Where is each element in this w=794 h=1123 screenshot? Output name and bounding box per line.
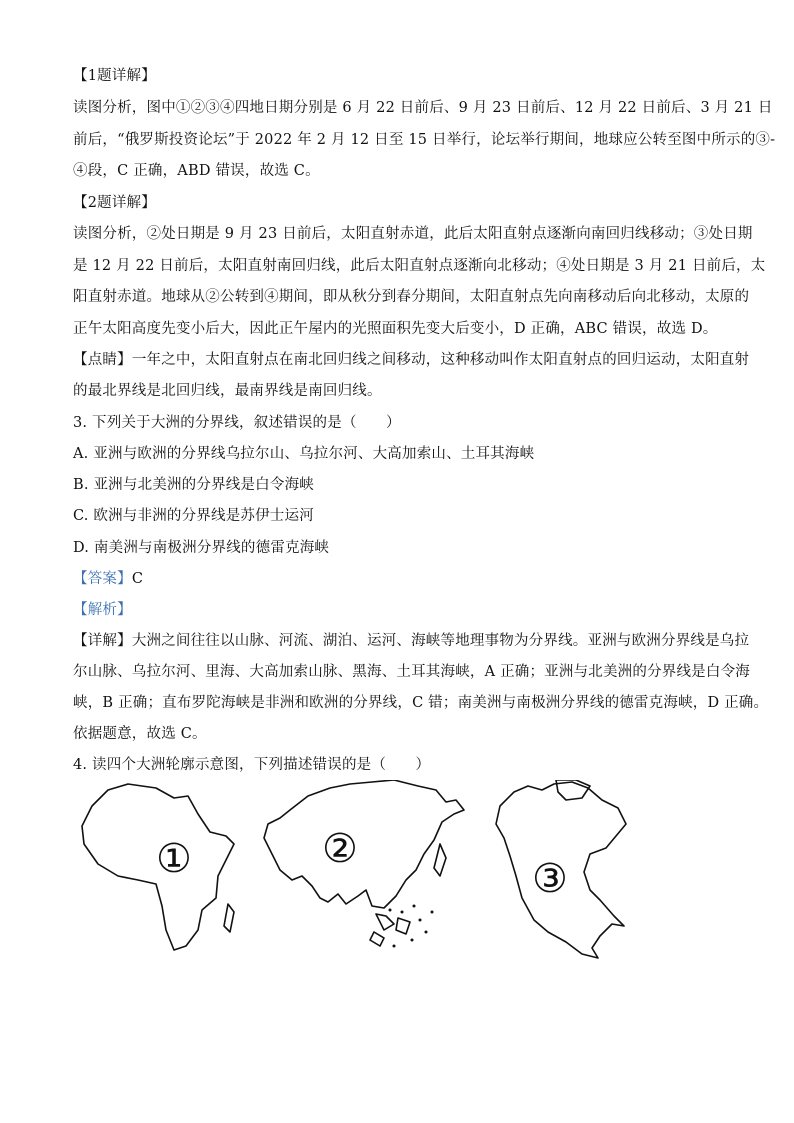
tip-paragraph: [73, 350, 750, 370]
tip-line: 的最北界线是北回归线，最南界线是南回归线。: [73, 383, 382, 399]
q3-detail-line: 依据题意，故选 C。: [73, 726, 207, 742]
q3-answer: [73, 569, 723, 589]
answer-value: C: [131, 571, 144, 587]
label-africa: ①: [156, 836, 192, 882]
label-north-america: ③: [532, 856, 568, 902]
continent-outline-map: [76, 780, 636, 970]
tip-text: 一年之中，太阳直射点在南北回归线之间移动，这种移动叫作太阳直射点的回归运动，太阳直射: [131, 352, 750, 368]
q2-heading: 【2题详解】: [73, 195, 156, 211]
detail-tag: 【详解】: [73, 633, 132, 649]
islands-outline: [370, 914, 410, 946]
archipelago-dots: [389, 905, 434, 948]
q3-detail-line: 尔山脉、乌拉尔河、里海、大高加索山脉、黑海、土耳其海峡，A 正确；亚洲与北美洲的分界线是白令海: [73, 664, 750, 680]
q3-question: 3. 下列关于大洲的分界线，叙述错误的是（ ）: [73, 415, 401, 431]
label-asia: ②: [322, 826, 358, 872]
asia-outline: [264, 780, 464, 908]
q2-line: 阳直射赤道。地球从②公转到④期间，即从秋分到春分期间，太阳直射点先向南移动后向北移动，太原的: [73, 289, 750, 305]
q3-option-d: D. 南美洲与南极洲分界线的德雷克海峡: [73, 540, 330, 556]
q1-heading: 【1题详解】: [73, 68, 156, 84]
q3-detail-line: 峡，B 正确；直布罗陀海峡是非洲和欧洲的分界线，C 错；南美洲与南极洲分界线的德雷克海峡，D 正确。: [73, 695, 769, 711]
q3-option-b: B. 亚洲与北美洲的分界线是白令海峡: [73, 477, 314, 493]
q1-line: 读图分析，图中①②③④四地日期分别是 6 月 22 日前后、9 月 23 日前后、12 月 22 日前后、3 月 21 日: [73, 100, 773, 116]
japan-outline: [434, 844, 446, 876]
q3-option-c: C. 欧洲与非洲的分界线是苏伊士运河: [73, 508, 314, 524]
detail-text: 大洲之间往往以山脉、河流、湖泊、运河、海峡等地理事物为分界线。亚洲与欧洲分界线是乌拉: [131, 633, 750, 649]
q4-question: 4. 读四个大洲轮廓示意图，下列描述错误的是（ ）: [73, 757, 431, 773]
q2-line: 是 12 月 22 日前后，太阳直射南回归线，此后太阳直射点逐渐向北移动；④处日期是 3 月 21 日前后，太: [73, 258, 766, 274]
q2-line: 正午太阳高度先变小后大，因此正午屋内的光照面积先变大后变小，D 正确，ABC 错误，故选 D。: [73, 321, 718, 337]
q1-line: 前后，“俄罗斯投资论坛”于 2022 年 2 月 12 日至 15 日举行，论坛举行期间，地球应公转至图中所示的③-: [73, 132, 776, 148]
q2-line: 读图分析，②处日期是 9 月 23 日前后，太阳直射赤道，此后太阳直射点逐渐向南回归线移动；③处日期: [73, 226, 753, 242]
q3-detail: [73, 631, 750, 651]
q1-line: ④段，C 正确，ABD 错误，故选 C。: [73, 163, 320, 179]
tip-heading: 【点睛】: [73, 352, 132, 368]
madagascar-outline: [224, 904, 234, 932]
answer-tag: 【答案】: [73, 571, 132, 587]
q3-option-a: A. 亚洲与欧洲的分界线乌拉尔山、乌拉尔河、大高加索山、土耳其海峡: [73, 446, 535, 462]
analysis-tag: 【解析】: [73, 602, 132, 618]
